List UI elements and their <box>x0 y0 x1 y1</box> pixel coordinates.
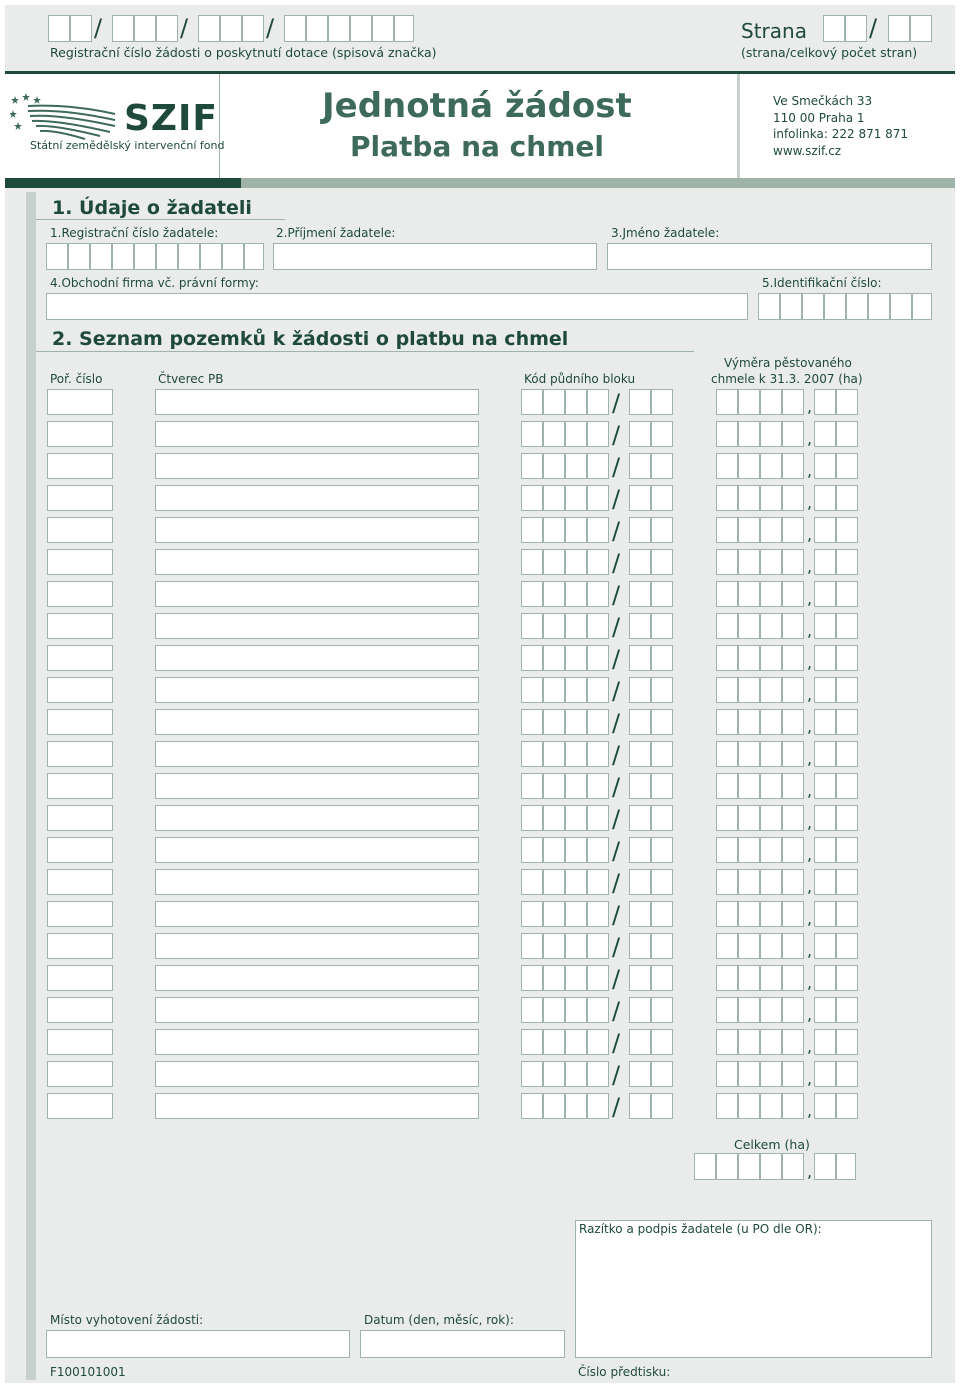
decimal-comma: , <box>807 717 813 736</box>
band-rule-accent <box>5 178 241 188</box>
square-pb-field[interactable] <box>155 645 479 671</box>
separator-slash: / <box>612 869 621 897</box>
decimal-comma: , <box>807 589 813 608</box>
square-pb-field[interactable] <box>155 869 479 895</box>
decimal-comma: , <box>807 429 813 448</box>
separator-slash: / <box>612 613 621 641</box>
separator-slash: / <box>612 741 621 769</box>
order-number-field[interactable] <box>47 997 113 1023</box>
square-pb-field[interactable] <box>155 933 479 959</box>
order-number-field[interactable] <box>47 677 113 703</box>
order-number-field[interactable] <box>47 869 113 895</box>
separator-slash: / <box>612 1029 621 1057</box>
application-number-caption: Registrační číslo žádosti o poskytnutí dotace (spisová značka) <box>50 45 437 60</box>
decimal-comma: , <box>807 813 813 832</box>
decimal-comma: , <box>807 397 813 416</box>
order-number-field[interactable] <box>47 645 113 671</box>
separator-slash: / <box>612 837 621 865</box>
order-number-field[interactable] <box>47 1093 113 1119</box>
column-header-area-line2: chmele k 31.3. 2007 (ha) <box>711 372 863 386</box>
print-number-label: Číslo předtisku: <box>578 1365 671 1379</box>
decimal-comma: , <box>807 877 813 896</box>
square-pb-field[interactable] <box>155 549 479 575</box>
order-number-field[interactable] <box>47 581 113 607</box>
square-pb-field[interactable] <box>155 805 479 831</box>
separator-slash: / <box>612 1061 621 1089</box>
stamp-signature-label: Razítko a podpis žadatele (u PO dle OR): <box>579 1222 822 1236</box>
order-number-field[interactable] <box>47 901 113 927</box>
square-pb-field[interactable] <box>155 581 479 607</box>
column-header-order: Poř. číslo <box>50 372 103 386</box>
separator-slash: / <box>612 773 621 801</box>
separator-slash: / <box>612 805 621 833</box>
separator-slash: / <box>612 517 621 545</box>
square-pb-field[interactable] <box>155 773 479 799</box>
square-pb-field[interactable] <box>155 1093 479 1119</box>
decimal-comma: , <box>807 909 813 928</box>
separator-slash: / <box>266 14 275 42</box>
square-pb-field[interactable] <box>155 901 479 927</box>
decimal-comma: , <box>807 685 813 704</box>
decimal-comma: , <box>807 1069 813 1088</box>
place-label: Místo vyhotovení žádosti: <box>50 1313 204 1327</box>
decimal-comma: , <box>807 493 813 512</box>
order-number-field[interactable] <box>47 485 113 511</box>
decimal-comma: , <box>807 1037 813 1056</box>
separator-slash: / <box>94 14 103 42</box>
business-name-field[interactable] <box>46 293 748 320</box>
decimal-comma: , <box>807 749 813 768</box>
first-name-field[interactable] <box>607 243 932 270</box>
surname-label: 2.Příjmení žadatele: <box>276 226 396 240</box>
order-number-field[interactable] <box>47 549 113 575</box>
order-number-field[interactable] <box>47 1061 113 1087</box>
square-pb-field[interactable] <box>155 997 479 1023</box>
square-pb-field[interactable] <box>155 965 479 991</box>
stamp-signature-field[interactable] <box>575 1220 932 1358</box>
order-number-field[interactable] <box>47 933 113 959</box>
page-label: Strana <box>741 19 807 43</box>
band-divider <box>219 74 220 178</box>
date-label: Datum (den, měsíc, rok): <box>364 1313 514 1327</box>
separator-slash: / <box>612 965 621 993</box>
registration-number-label: 1.Registrační číslo žadatele: <box>50 226 219 240</box>
decimal-comma: , <box>807 1162 813 1181</box>
first-name-label: 3.Jméno žadatele: <box>611 226 720 240</box>
square-pb-field[interactable] <box>155 1061 479 1087</box>
id-number-label: 5.Identifikační číslo: <box>762 276 882 290</box>
separator-slash: / <box>612 421 621 449</box>
separator-slash: / <box>612 1093 621 1121</box>
form-code: F100101001 <box>50 1365 126 1379</box>
separator-slash: / <box>612 709 621 737</box>
column-header-block-code: Kód půdního bloku <box>524 372 636 386</box>
order-number-field[interactable] <box>47 965 113 991</box>
square-pb-field[interactable] <box>155 1029 479 1055</box>
address-phone: infolinka: 222 871 871 <box>773 127 909 141</box>
separator-slash: / <box>612 645 621 673</box>
decimal-comma: , <box>807 1005 813 1024</box>
square-pb-field[interactable] <box>155 677 479 703</box>
order-number-field[interactable] <box>47 709 113 735</box>
address-street: Ve Smečkách 33 <box>773 94 873 108</box>
separator-slash: / <box>612 581 621 609</box>
square-pb-field[interactable] <box>155 421 479 447</box>
form-title: Jednotná žádost <box>322 86 632 126</box>
separator-slash: / <box>612 389 621 417</box>
order-number-field[interactable] <box>47 741 113 767</box>
date-field[interactable] <box>360 1330 565 1358</box>
order-number-field[interactable] <box>47 453 113 479</box>
separator-slash: / <box>612 997 621 1025</box>
logo-field-icon <box>10 92 120 142</box>
separator-slash: / <box>612 933 621 961</box>
decimal-comma: , <box>807 1101 813 1120</box>
separator-slash: / <box>612 485 621 513</box>
separator-slash: / <box>612 901 621 929</box>
section-1-underline <box>36 219 285 220</box>
order-number-field[interactable] <box>47 613 113 639</box>
square-pb-field[interactable] <box>155 485 479 511</box>
section-2-heading: 2. Seznam pozemků k žádosti o platbu na chmel <box>52 328 569 350</box>
square-pb-field[interactable] <box>155 837 479 863</box>
place-field[interactable] <box>46 1330 350 1358</box>
decimal-comma: , <box>807 525 813 544</box>
total-label: Celkem (ha) <box>734 1137 810 1152</box>
order-number-field[interactable] <box>47 773 113 799</box>
section-2-underline <box>36 351 694 352</box>
square-pb-field[interactable] <box>155 709 479 735</box>
decimal-comma: , <box>807 781 813 800</box>
decimal-comma: , <box>807 621 813 640</box>
column-header-square: Čtverec PB <box>158 372 224 386</box>
decimal-comma: , <box>807 653 813 672</box>
decimal-comma: , <box>807 845 813 864</box>
separator-slash: / <box>180 14 189 42</box>
order-number-field[interactable] <box>47 805 113 831</box>
decimal-comma: , <box>807 461 813 480</box>
section-1-heading: 1. Údaje o žadateli <box>52 197 252 219</box>
surname-field[interactable] <box>273 243 597 270</box>
address-web: www.szif.cz <box>773 143 842 158</box>
left-margin-bar <box>26 192 36 1380</box>
order-number-field[interactable] <box>47 389 113 415</box>
logo-fullname: Státní zemědělský intervenční fond <box>30 139 225 152</box>
decimal-comma: , <box>807 941 813 960</box>
decimal-comma: , <box>807 973 813 992</box>
order-number-field[interactable] <box>47 1029 113 1055</box>
square-pb-field[interactable] <box>155 453 479 479</box>
square-pb-field[interactable] <box>155 389 479 415</box>
column-header-area-line1: Výměra pěstovaného <box>724 356 852 370</box>
separator-slash: / <box>612 453 621 481</box>
band-divider <box>737 74 740 178</box>
page-caption: (strana/celkový počet stran) <box>741 45 918 60</box>
order-number-field[interactable] <box>47 837 113 863</box>
separator-slash: / <box>612 549 621 577</box>
business-name-label: 4.Obchodní firma vč. právní formy: <box>50 276 259 290</box>
square-pb-field[interactable] <box>155 517 479 543</box>
square-pb-field[interactable] <box>155 741 479 767</box>
order-number-field[interactable] <box>47 517 113 543</box>
order-number-field[interactable] <box>47 421 113 447</box>
square-pb-field[interactable] <box>155 613 479 639</box>
decimal-comma: , <box>807 557 813 576</box>
logo-abbreviation: SZIF <box>124 98 219 139</box>
separator-slash: / <box>612 677 621 705</box>
form-subtitle: Platba na chmel <box>350 130 604 163</box>
separator-slash: / <box>869 14 878 42</box>
address-city: 110 00 Praha 1 <box>773 110 865 125</box>
